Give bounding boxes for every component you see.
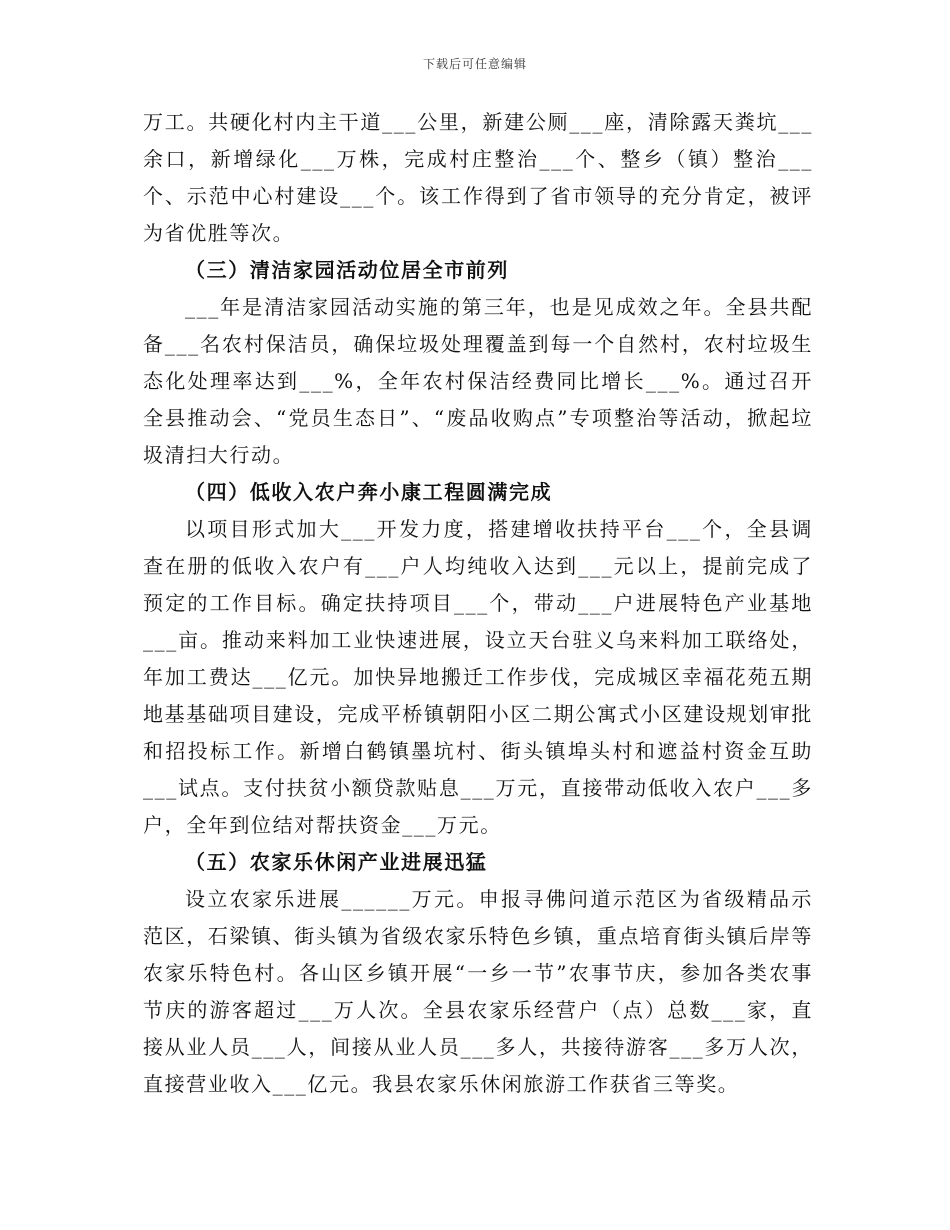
paragraph-low-income: 以项目形式加大___开发力度，搭建增收扶持平台___个，全县调查在册的低收入农户有___户人均纯收入达到___元以上，提前完成了预定的工作目标。确定扶持项目___个，带动___户进展特色产业基地___亩。推动来料加工业快速进展，设立天台驻义乌来料加工联络处，年加工费达___亿元。加快异地搬迁工作步伐，完成城区幸福花苑五期地基基础项目建设，完成平桥镇朝阳小区二期公寓式小区建设规划审批和招投标工作。新增白鹤镇墨坑村、街头镇埠头村和遮益村资金互助___试点。支付扶贫小额贷款贴息___万元，直接带动低收入农户___多户，全年到位结对帮扶资金___万元。: [143, 517, 813, 837]
document-body: [143, 104, 813, 1103]
page-header: 下载后可任意编辑: [422, 57, 527, 71]
section-heading-5: （五）农家乐休闲产业进展迅猛: [185, 850, 488, 874]
paragraph-farm-stay: 设立农家乐进展______万元。申报寻佛问道示范区为省级精品示范区，石梁镇、街头镇为省级农家乐特色乡镇，重点培育街头镇后岸等农家乐特色村。各山区乡镇开展“一乡一节”农事节庆，参加各类农事节庆的游客超过___万人次。全县农家乐经营户（点）总数___家，直接从业人员___人，间接从业人员___多人，共接待游客___多万人次，直接营业收入___亿元。我县农家乐休闲旅游工作获省三等奖。: [143, 887, 813, 1096]
paragraph-clean-home: ___年是清洁家园活动实施的第三年，也是见成效之年。全县共配备___名农村保洁员，确保垃圾处理覆盖到每一个自然村，农村垃圾生态化处理率达到___%，全年农村保洁经费同比增长___%。通过召开全县推动会、“党员生态日”、“废品收购点”专项整治等活动，掀起垃圾清扫大行动。: [143, 295, 813, 467]
section-heading-3: （三）清洁家园活动位居全市前列: [185, 258, 509, 282]
section-heading-4: （四）低收入农户奔小康工程圆满完成: [185, 480, 553, 504]
paragraph-continued: 万工。共硬化村内主干道___公里，新建公厕___座，清除露天粪坑___余口，新增绿化___万株，完成村庄整治___个、整乡（镇）整治___个、示范中心村建设___个。该工作得到了省市领导的充分肯定，被评为省优胜等次。: [143, 110, 813, 245]
